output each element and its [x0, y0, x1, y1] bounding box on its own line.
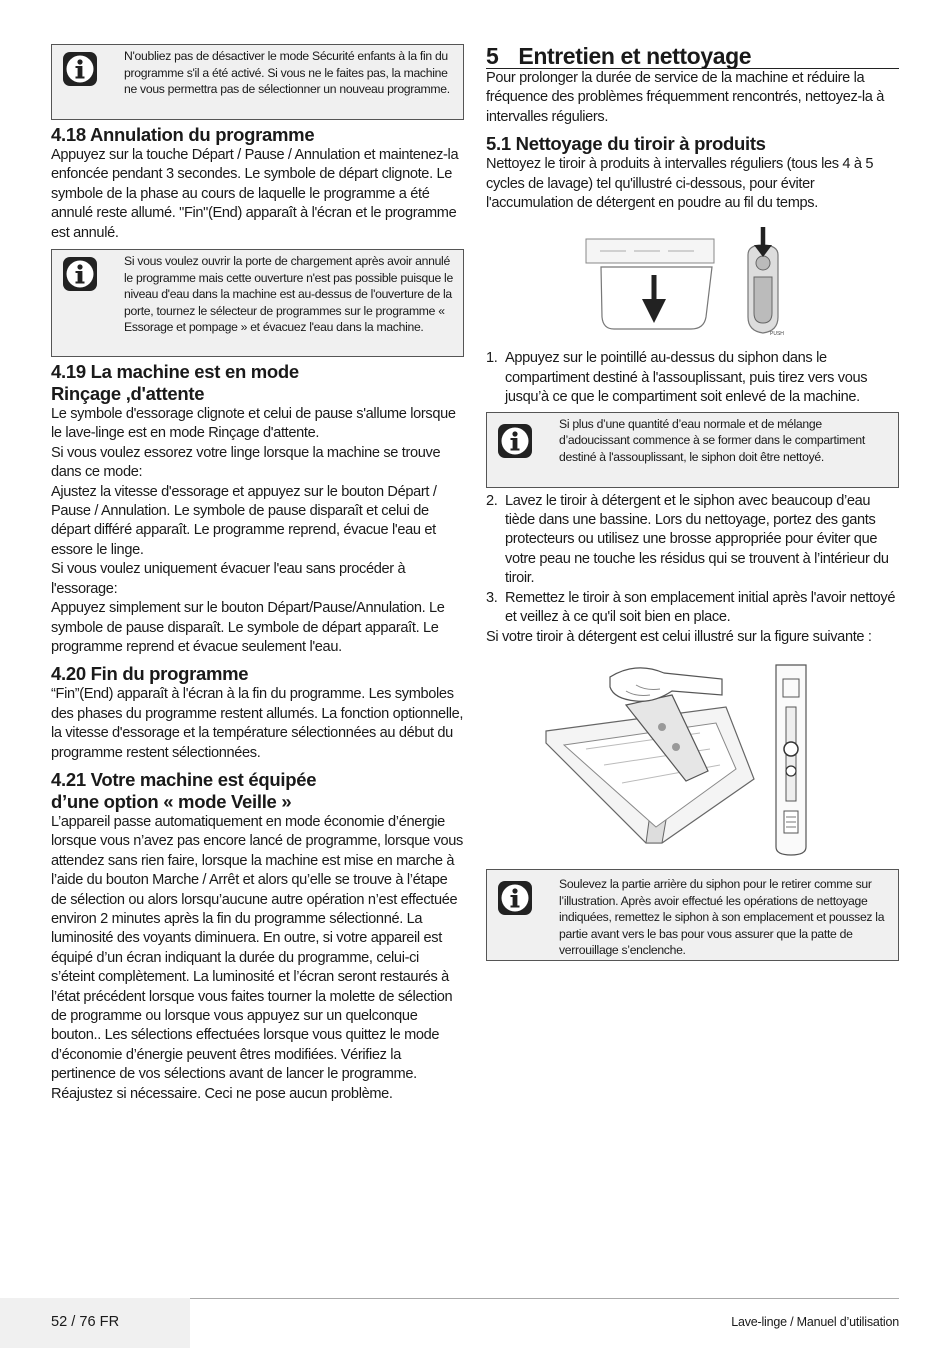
chapter-title: [486, 44, 899, 69]
drawer-siphon-drawing: [486, 227, 899, 349]
list-item: [486, 589, 899, 628]
paragraph: Appuyez simplement sur le bouton Départ/Pause/Annulation. Le symbole de pause disparaît. Le symbole de départ apparaît. Le programme reprend et évacue seulement l'eau.: [51, 600, 445, 655]
info-note: [51, 44, 464, 120]
section-body-4-18: Appuyez sur la touche Départ / Pause / Annulation et maintenez-la enfoncée pendant 3 secondes. Le symbole de départ clignote. Le symbole de la phase au cours de laquelle le programme a été annulé reste allumé. "Fin"(End) apparaît à l'écran et le programme est annulé.: [51, 147, 459, 241]
info-note: [51, 249, 464, 357]
siphon-lift-drawing: [486, 661, 899, 861]
list-item: [486, 349, 899, 407]
chapter-number: 5: [486, 43, 499, 69]
section-title-line: d’une option « mode Veille »: [51, 790, 292, 812]
note-text: Soulevez la partie arrière du siphon pour le retirer comme sur l’illustration. Après avoir effectué les opérations de nettoyage indiquées, remettez le siphon à son emplacement et poussez la partie avant vers le bas pour vous assurer que la patte de verrouillage s’enclenche.: [559, 876, 885, 958]
list-text: Remettez le tiroir à son emplacement initial après l'avoir nettoyé et veillez à ce qu'il soit bien en place.: [505, 589, 896, 626]
page-number: 52 / 76 FR: [51, 1314, 120, 1330]
section-body-4-21: L’appareil passe automatiquement en mode économie d’énergie lorsque vous n’avez pas encore lancé de programme, lorsque vous attendez sans rien faire, lorsque la machine est mise en marche à l’aide du bouton Marche / Arrêt et alors qu’elle se trouve à l’étape de sélection ou alors lorsqu’aucune autre opération n’est effectuée environ 2 minutes après la fin du programme sélectionné. La luminosité des voyants diminuera. En outre, si votre appareil est équipé d’un écran indiquant la durée du programme, celui-ci s’éteint complètement. La luminosité et l’écran seront restaurés à l’état précédent lorsque vous faites tourner la molette de sélection de programme ou lorsque vous appuyez sur un quelconque bouton.. Les sélections effectuées lorsque vous quittez le mode d’économie d’énergie peuvent êtres modifiées. Vérifiez la pertinence de vos sélections avant de lancer le programme. Réajustez si nécessaire. Ceci ne pose aucun problème.: [51, 813, 463, 1102]
section-title-4-19: [51, 361, 464, 405]
section-body-5-1: Nettoyez le tiroir à produits à intervalles réguliers (tous les 4 à 5 cycles de lavage) tel qu'illustré ci-dessous, pour éviter l'accumulation de détergent en poudre au fil du temps.: [486, 156, 874, 212]
chapter-intro: Pour prolonger la durée de service de la machine et réduire la fréquence des problèmes fréquemment rencontrés, nettoyez-la à intervalles réguliers.: [486, 70, 885, 125]
left-column: [51, 44, 464, 1104]
info-note: [486, 412, 899, 488]
push-label: PUSH: [770, 331, 784, 338]
list-text: Lavez le tiroir à détergent et le siphon avec beaucoup d’eau tiède dans une bassine. Lors du nettoyage, portez des gants protecteurs ou utilisez une brosse appropriée pour éviter que votre peau ne touche les résidus qui se trouvent à l’intérieur du tiroir.: [505, 492, 889, 587]
drawer-removal-illustration: [486, 227, 899, 349]
note-text: Si vous voulez ouvrir la porte de chargement après avoir annulé le programme mais cette ouverture n'est pas possible puisque le niveau d'eau dans la machine est au-dessus de l'ouverture de la porte, tournez le sélecteur de programmes sur le programme « Essorage et pompage » et évacuez l'eau dans la machine.: [124, 254, 453, 335]
chapter-title-text: Entretien et nettoyage: [518, 43, 752, 69]
siphon-lift-illustration: [486, 661, 899, 861]
info-note: [486, 869, 899, 961]
note-text: N'oubliez pas de désactiver le mode Sécurité enfants à la fin du programme s'il a été activé. Si vous ne le faites pas, la machine ne vous permettra pas de sélectionner un nouveau programme.: [124, 49, 450, 97]
paragraph: Si vous voulez essorez votre linge lorsque la machine se trouve dans ce mode:: [51, 444, 441, 481]
section-title-line: 4.19 La machine est en mode: [51, 361, 299, 383]
section-title-5-1: 5.1 Nettoyage du tiroir à produits: [486, 133, 766, 155]
section-title-4-21: [51, 769, 464, 813]
paragraph: Si votre tiroir à détergent est celui illustré sur la figure suivante :: [486, 628, 872, 645]
section-title-4-18: 4.18 Annulation du programme: [51, 124, 315, 145]
info-icon: [487, 413, 543, 487]
info-icon: [487, 870, 543, 960]
list-number: 2.: [486, 492, 498, 509]
section-title-line: 4.21 Votre machine est équipée: [51, 768, 317, 790]
footer-rule: [190, 1298, 899, 1299]
paragraph: Ajustez la vitesse d'essorage et appuyez sur le bouton Départ / Pause / Annulation. Le symbole de pause disparaît et celui de départ différé apparaît. Le programme reprend, évacue l'eau et essore le linge.: [51, 483, 437, 558]
info-icon: [52, 45, 108, 119]
note-text: Si plus d’une quantité d’eau normale et de mélange d’adoucissant commence à se former dans le compartiment destiné à l'assouplissant, le siphon doit être nettoyé.: [559, 416, 865, 464]
right-column: [486, 44, 899, 965]
section-title-4-20: 4.20 Fin du programme: [51, 663, 249, 685]
info-icon: [52, 250, 108, 356]
paragraph: Le symbole d'essorage clignote et celui de pause s'allume lorsque le lave-linge est en mode Rinçage d'attente.: [51, 406, 456, 442]
paragraph: Si vous voulez uniquement évacuer l'eau sans procéder à l'essorage:: [51, 561, 406, 597]
list-text: Appuyez sur le pointillé au-dessus du siphon dans le compartiment destiné à l'assouplissant, puis tirez vers vous jusqu’à ce que le compartiment soit enlevé de la machine.: [505, 350, 868, 406]
list-number: 1.: [486, 350, 498, 367]
section-body-4-20: “Fin”(End) apparaît à l'écran à la fin du programme. Les symboles des phases du programme restent allumés. La fonction optionnelle, la vitesse d'essorage et la température sélectionnées au début du programme restent sélectionnées.: [51, 686, 464, 761]
list-item: [486, 492, 899, 589]
manual-title: Lave-linge / Manuel d’utilisation: [731, 1315, 899, 1329]
list-number: 3.: [486, 589, 498, 606]
section-title-line: Rinçage ,d'attente: [51, 383, 205, 405]
